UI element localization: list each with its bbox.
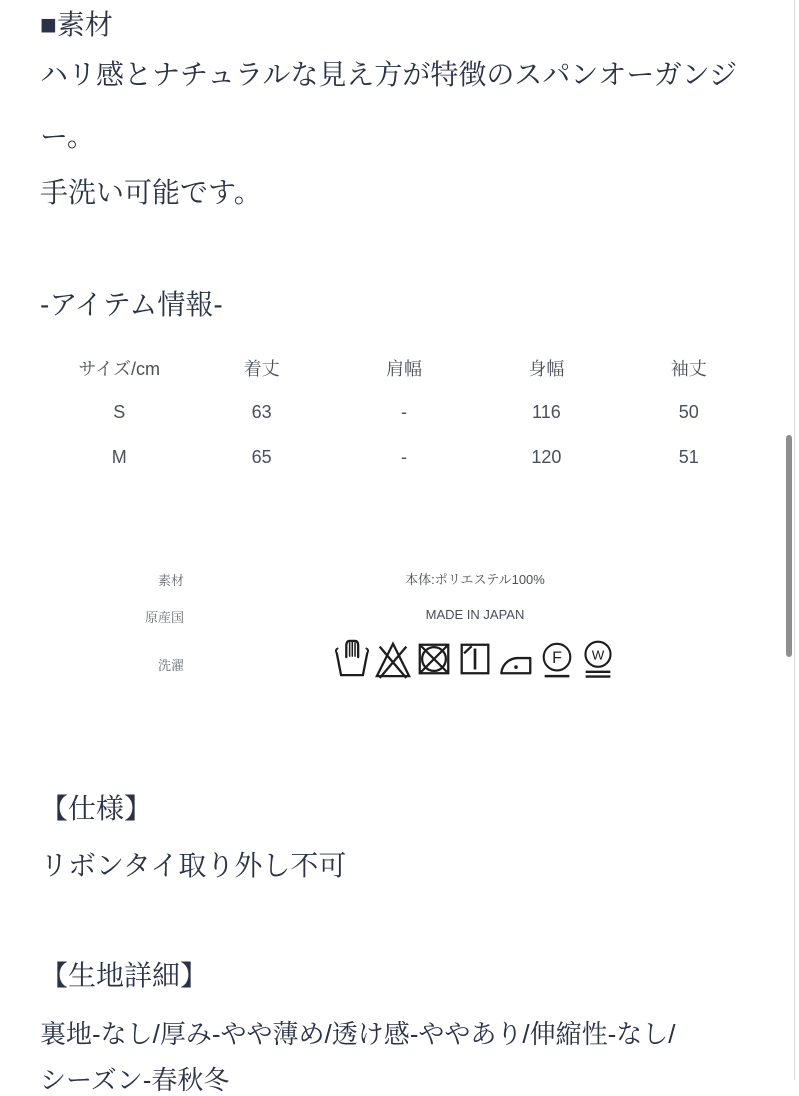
size-table-header-sleeve: 袖丈: [670, 358, 707, 379]
material-label: 素材: [157, 573, 184, 588]
origin-value: MADE IN JAPAN: [425, 607, 525, 622]
care-symbols: [200, 636, 750, 682]
dry-clean-petroleum-gentle-icon: [538, 636, 576, 682]
material-description-line-2: ー。: [40, 121, 95, 152]
spec-section-body: リボンタイ取り外し不可: [40, 850, 347, 881]
scrollbar-thumb[interactable]: [786, 435, 792, 657]
material-description-line-3: 手洗い可能です。: [40, 177, 262, 208]
size-row-s-label: S: [113, 402, 126, 422]
size-row-m-width: 120: [531, 447, 562, 467]
size-row-m-sleeve: 51: [678, 447, 699, 467]
svg-text:F: F: [552, 648, 562, 667]
material-description-line-1: ハリ感とナチュラルな見え方が特徴のスパンオーガンジ: [40, 59, 738, 90]
size-table-header-size: サイズ/cm: [78, 358, 160, 379]
fabric-section-heading: 【生地詳細】: [40, 960, 209, 991]
svg-text:W: W: [591, 647, 605, 663]
size-row-m-label: M: [111, 447, 127, 467]
item-info-heading: -アイテム情報-: [40, 289, 223, 320]
size-row-s-width: 116: [532, 402, 561, 422]
size-table-header-width: 身幅: [528, 358, 565, 379]
size-row-s-shoulder: -: [400, 402, 407, 422]
size-table-header-length: 着丈: [243, 358, 280, 379]
size-table: [48, 345, 760, 480]
hand-wash-icon: [333, 636, 371, 682]
material-value: 本体:ポリエステル100%: [405, 572, 545, 587]
do-not-bleach-icon: [374, 636, 412, 682]
material-section-heading: ■素材: [40, 9, 113, 40]
size-row-m-length: 65: [251, 447, 272, 467]
size-row-s-length: 63: [251, 402, 272, 422]
spec-section-heading: 【仕様】: [40, 793, 153, 824]
size-row-s-sleeve: 50: [678, 402, 699, 422]
wet-clean-very-gentle-icon: [579, 636, 617, 682]
size-row-m-shoulder: -: [400, 447, 407, 467]
fabric-detail-line-2: シーズン-春秋冬: [40, 1065, 230, 1095]
iron-low-heat-icon: [497, 636, 535, 682]
page-right-border: [794, 0, 795, 1080]
care-label: 洗濯: [157, 658, 184, 673]
line-dry-in-shade-icon: [456, 636, 494, 682]
fabric-detail-line-1: 裏地-なし/厚み-やや薄め/透け感-ややあり/伸縮性-なし/: [40, 1019, 676, 1049]
do-not-tumble-dry-icon: [415, 636, 453, 682]
origin-label: 原産国: [144, 610, 184, 625]
size-table-header-shoulder: 肩幅: [385, 358, 422, 379]
